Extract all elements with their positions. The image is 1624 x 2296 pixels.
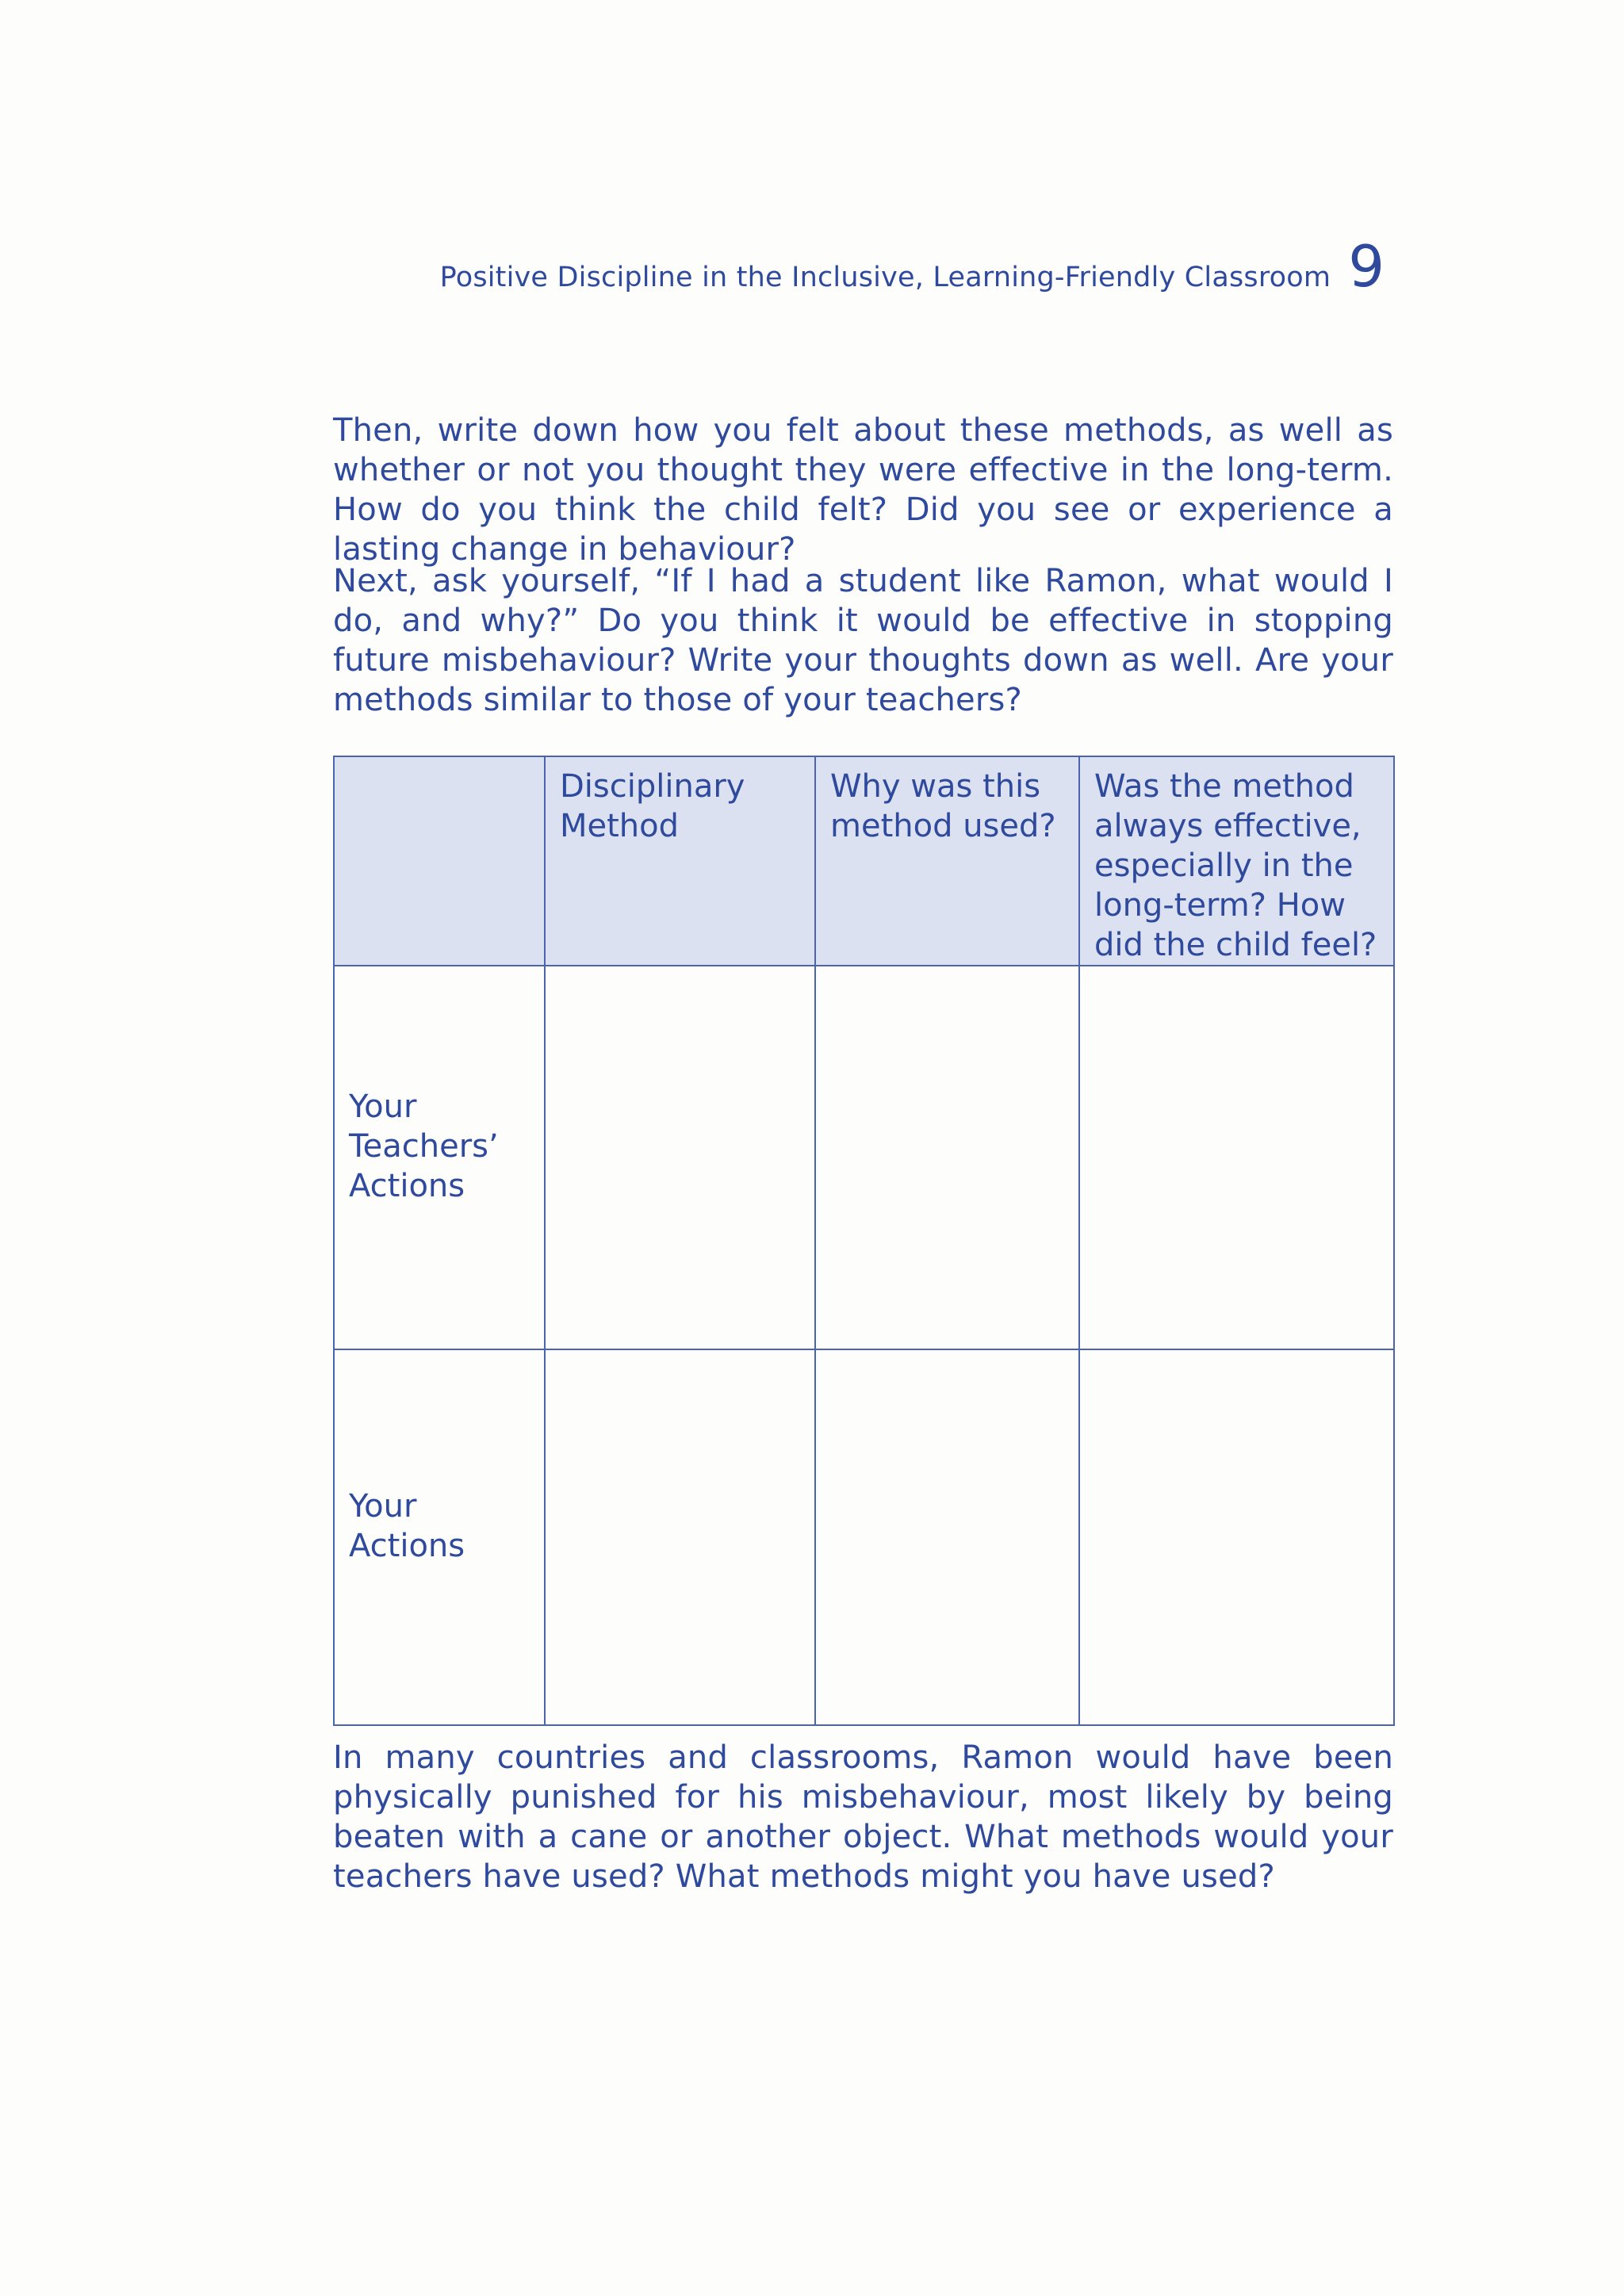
running-header [439, 233, 1385, 300]
answer-cell-your-method[interactable] [545, 1349, 815, 1725]
answer-cell-your-effectiveness[interactable] [1079, 1349, 1394, 1725]
next-paragraph: Next, ask yourself, “If I had a student like Ramon, what would I do, and why?” Do you think it would be effective in stopping future misbehaviour? Write your thoughts down as well. Are your methods similar to those of your teachers? [333, 563, 1393, 718]
reflection-table [333, 756, 1395, 1726]
corner-header-cell [334, 756, 545, 966]
answer-cell-your-reason[interactable] [815, 1349, 1079, 1725]
answer-cell-teachers-effectiveness[interactable] [1079, 966, 1394, 1349]
row-label-your-actions: Your Actions [334, 1349, 545, 1725]
page-number: 9 [1348, 233, 1385, 300]
answer-cell-teachers-reason[interactable] [815, 966, 1079, 1349]
answer-cell-teachers-method[interactable] [545, 966, 815, 1349]
column-header-reason: Why was this method used? [815, 756, 1079, 966]
column-header-method: Disciplinary Method [545, 756, 815, 966]
table-row-teachers-actions [334, 966, 1394, 1349]
closing-paragraph: In many countries and classrooms, Ramon would have been physically punished for his misbehaviour, most likely by being beaten with a cane or another object. What methods would your teachers have used? What methods might you have used? [333, 1739, 1393, 1895]
row-label-teachers-actions: Your Teachers’ Actions [334, 966, 545, 1349]
intro-paragraph: Then, write down how you felt about these methods, as well as whether or not you thought they were effective in the long-term. How do you think the child felt? Did you see or experience a lasting change in behaviour? [333, 412, 1393, 568]
column-header-effectiveness: Was the method always effective, especially in the long-term? How did the child feel? [1079, 756, 1394, 966]
book-title: Positive Discipline in the Inclusive, Learning-Friendly Classroom [439, 262, 1331, 293]
table-row-your-actions [334, 1349, 1394, 1725]
table-header-row [334, 756, 1394, 966]
